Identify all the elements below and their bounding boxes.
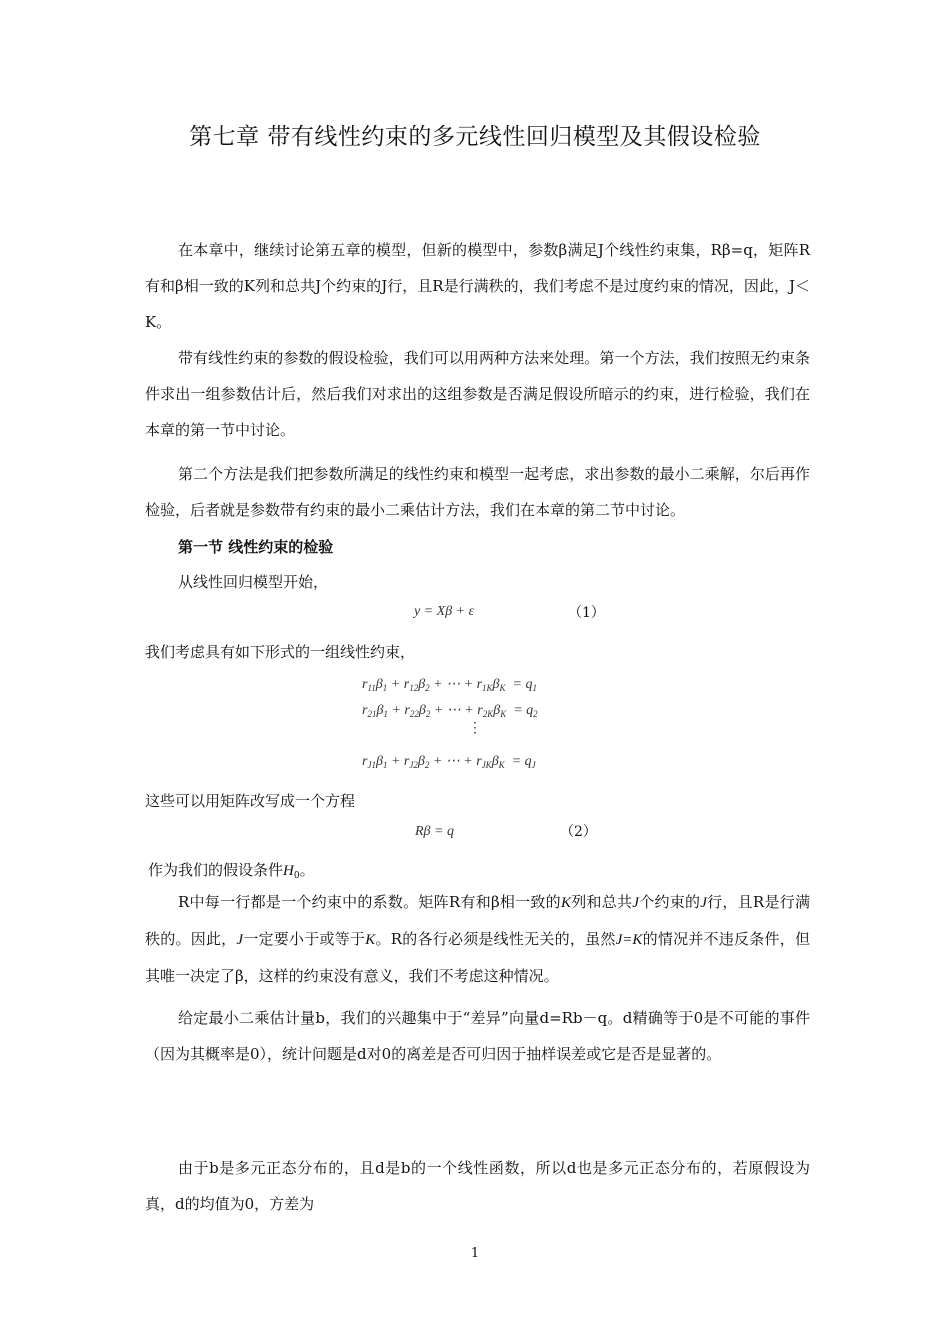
hypothesis-line <box>148 858 315 883</box>
constraint-row: $r_{21}\beta_1 + r_{22}\beta_2$ + ⋯ + $r_{2K}\beta_K = q_2$ <box>362 703 538 719</box>
constraints-lead-text: 我们考虑具有如下形式的一组线性约束， <box>145 643 416 661</box>
equation-2-number: （2） <box>560 824 597 840</box>
matrix-lead-text: 这些可以用矩阵改写成一个方程 <box>145 792 356 810</box>
rank-paragraph: R中每一行都是一个约束中的系数。矩阵R有和β相一致的K列和总共J个约束的J行，且R是行满秩的。因此，J一定要小于或等于K。R的各行必须是线性无关的，虽然J=K的情况并不违反条件，但其唯一决定了β，这样的约束没有意义，我们不考虑这种情况。 <box>145 893 810 985</box>
estimator-paragraph: 给定最小二乘估计量b，我们的兴趣集中于“差异”向量d=Rb－q。d精确等于0是不可能的事件（因为其概率是0），统计问题是d对0的离差是否可归因于抽样误差或它是否是显著的。 <box>145 1009 810 1063</box>
equation-1: y = Xβ + ε <box>414 604 475 619</box>
section-heading: 第一节 线性约束的检验 <box>178 538 334 556</box>
hypothesis-text: 作为我们的假设条件 <box>148 861 284 879</box>
chapter-title: 第七章 带有线性约束的多元线性回归模型及其假设检验 <box>189 124 761 150</box>
constraint-row: $r_{11}\beta_1 + r_{12}\beta_2$ + ⋯ + $r_{1K}\beta_K = q_1$ <box>362 677 537 693</box>
equation-1-number: （1） <box>568 605 605 621</box>
page-number: 1 <box>470 1246 480 1261</box>
normal-distribution-paragraph: 由于b是多元正态分布的，且d是b的一个线性函数，所以d也是多元正态分布的，若原假设为真，d的均值为0，方差为 <box>145 1159 810 1213</box>
hypothesis-period: 。 <box>299 861 315 879</box>
vertical-ellipsis: ⋮ <box>468 720 482 736</box>
hypothesis-subscript: 0 <box>293 871 300 881</box>
intro-paragraph-2: 带有线性约束的参数的假设检验，我们可以用两种方法来处理。第一个方法，我们按照无约束条件求出一组参数估计后，然后我们对求出的这组参数是否满足假设所暗示的约束，进行检验，我们在本章的第一节中讨论。 <box>145 349 810 439</box>
hypothesis-symbol: H <box>283 863 294 879</box>
model-lead-text: 从线性回归模型开始， <box>178 573 329 591</box>
equation-2: Rβ = q <box>415 824 454 839</box>
constraint-row: $r_{J1}\beta_1 + r_{J2}\beta_2$ + ⋯ + $r_{JK}\beta_K = q_J$ <box>362 754 536 770</box>
intro-paragraph-1: 在本章中，继续讨论第五章的模型，但新的模型中，参数β满足J个线性约束集，Rβ=q，矩阵R有和β相一致的K列和总共J个约束的J行，且R是行满秩的，我们考虑不是过度约束的情况，因此，J＜K。 <box>145 241 810 331</box>
intro-paragraph-3: 第二个方法是我们把参数所满足的线性约束和模型一起考虑，求出参数的最小二乘解，尔后再作检验，后者就是参数带有约束的最小二乘估计方法，我们在本章的第二节中讨论。 <box>145 465 810 519</box>
